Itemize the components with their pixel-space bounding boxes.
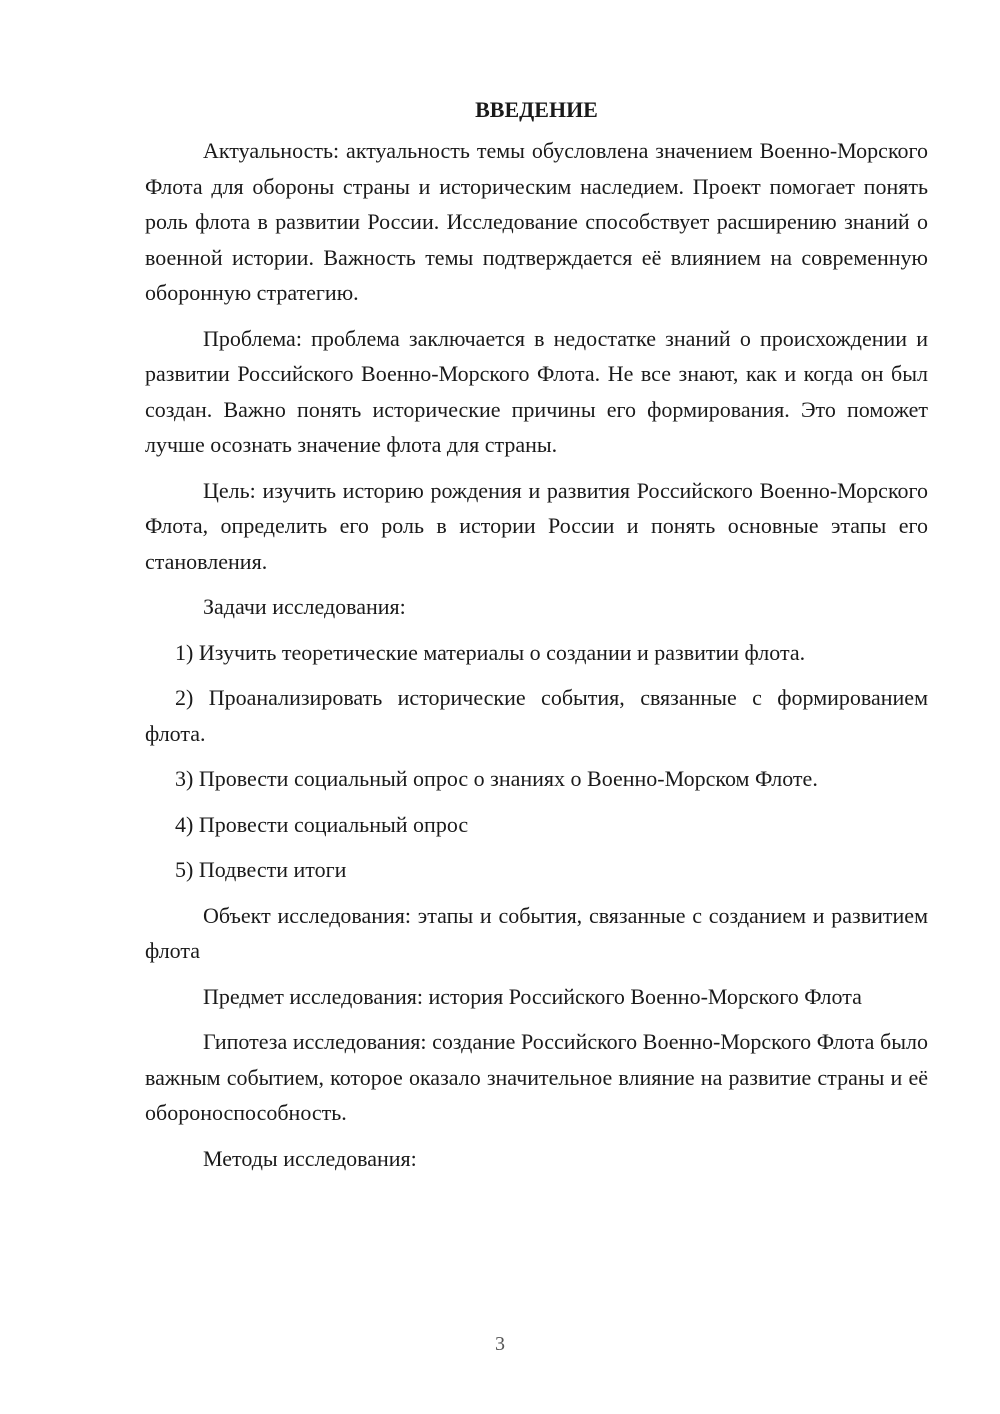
task-item-3: 3) Провести социальный опрос о знаниях о Военно-Морском Флоте. <box>175 766 818 791</box>
paragraph-relevance: Актуальность: актуальность темы обусловлена значением Военно-Морского Флота для обороны страны и историческим наследием. Проект помогает понять роль флота в развитии России. Исследование способствует расширению знаний о военной истории. Важность темы подтверждается её влиянием на современную оборонную стратегию. <box>145 138 928 305</box>
task-item-4: 4) Провести социальный опрос <box>175 811 469 837</box>
task-item-5: 5) Подвести итоги <box>175 857 347 882</box>
paragraph-hypothesis: Гипотеза исследования: создание Российского Военно-Морского Флота было важным событием, которое оказало значительное влияние на развитие страны и её обороноспособность. <box>145 1029 928 1125</box>
paragraph-object: Объект исследования: этапы и события, связанные с созданием и развитием флота <box>145 902 928 963</box>
task-item-2: 2) Проанализировать исторические события, связанные с формированием флота. <box>145 685 928 746</box>
methods-title: Методы исследования: <box>203 1145 417 1171</box>
paragraph-goal: Цель: изучить историю рождения и развития Российского Военно-Морского Флота, определить его роль в истории России и понять основные этапы его становления. <box>145 477 928 574</box>
document-page <box>145 92 928 1186</box>
paragraph-subject: Предмет исследования: история Российского Военно-Морского Флота <box>203 983 862 1009</box>
page-number: 3 <box>495 1333 505 1355</box>
section-heading: ВВЕДЕНИЕ <box>475 97 598 122</box>
paragraph-problem: Проблема: проблема заключается в недостатке знаний о происхождении и развитии Российского Военно-Морского Флота. Не все знают, как и когда он был создан. Важно понять исторические причины его формирования. Это поможет лучше осознать значение флота для страны. <box>145 325 928 457</box>
task-item-1: 1) Изучить теоретические материалы о создании и развитии флота. <box>175 639 806 665</box>
tasks-title: Задачи исследования: <box>203 594 406 619</box>
